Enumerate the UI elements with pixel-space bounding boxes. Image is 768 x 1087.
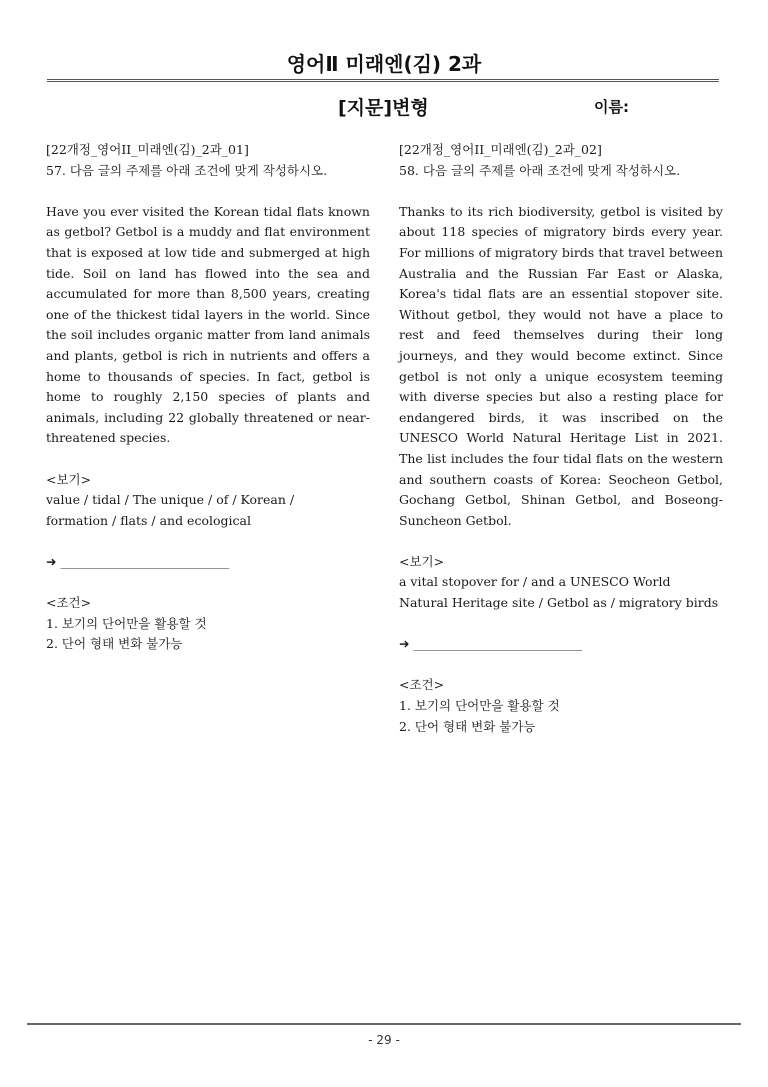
word-box-label: <보기> — [399, 553, 445, 569]
page-title: 영어Ⅱ 미래엔(김) 2과 — [286, 52, 482, 76]
word-box-line: value / tidal / The unique / of / Korean / — [46, 492, 295, 508]
title-divider — [47, 79, 719, 82]
question-57 — [46, 140, 370, 655]
footer-divider — [27, 1023, 741, 1025]
condition-item: 1. 보기의 단어만을 활용할 것 — [399, 698, 560, 714]
word-box-label: <보기> — [46, 471, 92, 487]
condition-item: 1. 보기의 단어만을 활용할 것 — [46, 615, 207, 631]
passage-text: Thanks to its rich biodiversity, getbol is visited by about 118 species of migratory birds every year. For millions of migratory birds that travel between Australia and the Russian Far East or Alaska, Korea's tidal flats are an essential stopover site. Without getbol, they would not have a place to rest and feed themselves during their long journeys, and they would become extinct. Since getbol is not only a unique ecosystem teeming with diverse species but also a resting place for endangered birds, it was inscribed on the UNESCO World Natural Heritage List in 2021. The list includes the four tidal flats on the western and southern coasts of Korea: Seocheon Getbol, Gochang Getbol, Shinan Getbol, and Boseong-Suncheon Getbol. — [399, 203, 723, 528]
answer-line: ➜ ___________________________ — [399, 636, 583, 652]
question-prompt: 58. 다음 글의 주제를 아래 조건에 맞게 작성하시오. — [399, 162, 681, 178]
question-58 — [399, 140, 723, 737]
question-prompt: 57. 다음 글의 주제를 아래 조건에 맞게 작성하시오. — [46, 162, 328, 178]
question-code: [22개정_영어II_미래엔(김)_2과_02] — [399, 142, 602, 157]
passage-text: Have you ever visited the Korean tidal flats known as getbol? Getbol is a muddy and flat environment that is exposed at low tide and submerged at high tide. Soil on land has flowed into the sea and accumulated for more than 8,500 years, creating one of the thickest tidal layers in the world. Since the soil includes organic matter from land animals and plants, getbol is rich in nutrients and offers a home to thousands of species. In fact, getbol is home to roughly 2,150 species of plants and animals, including 22 globally threatened or near-threatened species. — [46, 203, 370, 446]
word-box-line: formation / flats / and ecological — [46, 512, 251, 528]
word-box-line: Natural Heritage site / Getbol as / migratory birds — [399, 595, 719, 611]
condition-item: 2. 단어 형태 변화 불가능 — [399, 718, 536, 734]
question-code: [22개정_영어II_미래엔(김)_2과_01] — [46, 142, 249, 157]
word-box-line: a vital stopover for / and a UNESCO World — [399, 574, 671, 590]
section-subtitle: [지문]변형 — [338, 97, 429, 119]
conditions-label: <조건> — [399, 677, 445, 693]
page-number: - 29 - — [368, 1033, 400, 1047]
name-label: 이름: — [594, 98, 629, 116]
conditions-label: <조건> — [46, 595, 92, 611]
answer-line: ➜ ___________________________ — [46, 553, 230, 569]
condition-item: 2. 단어 형태 변화 불가능 — [46, 636, 183, 652]
